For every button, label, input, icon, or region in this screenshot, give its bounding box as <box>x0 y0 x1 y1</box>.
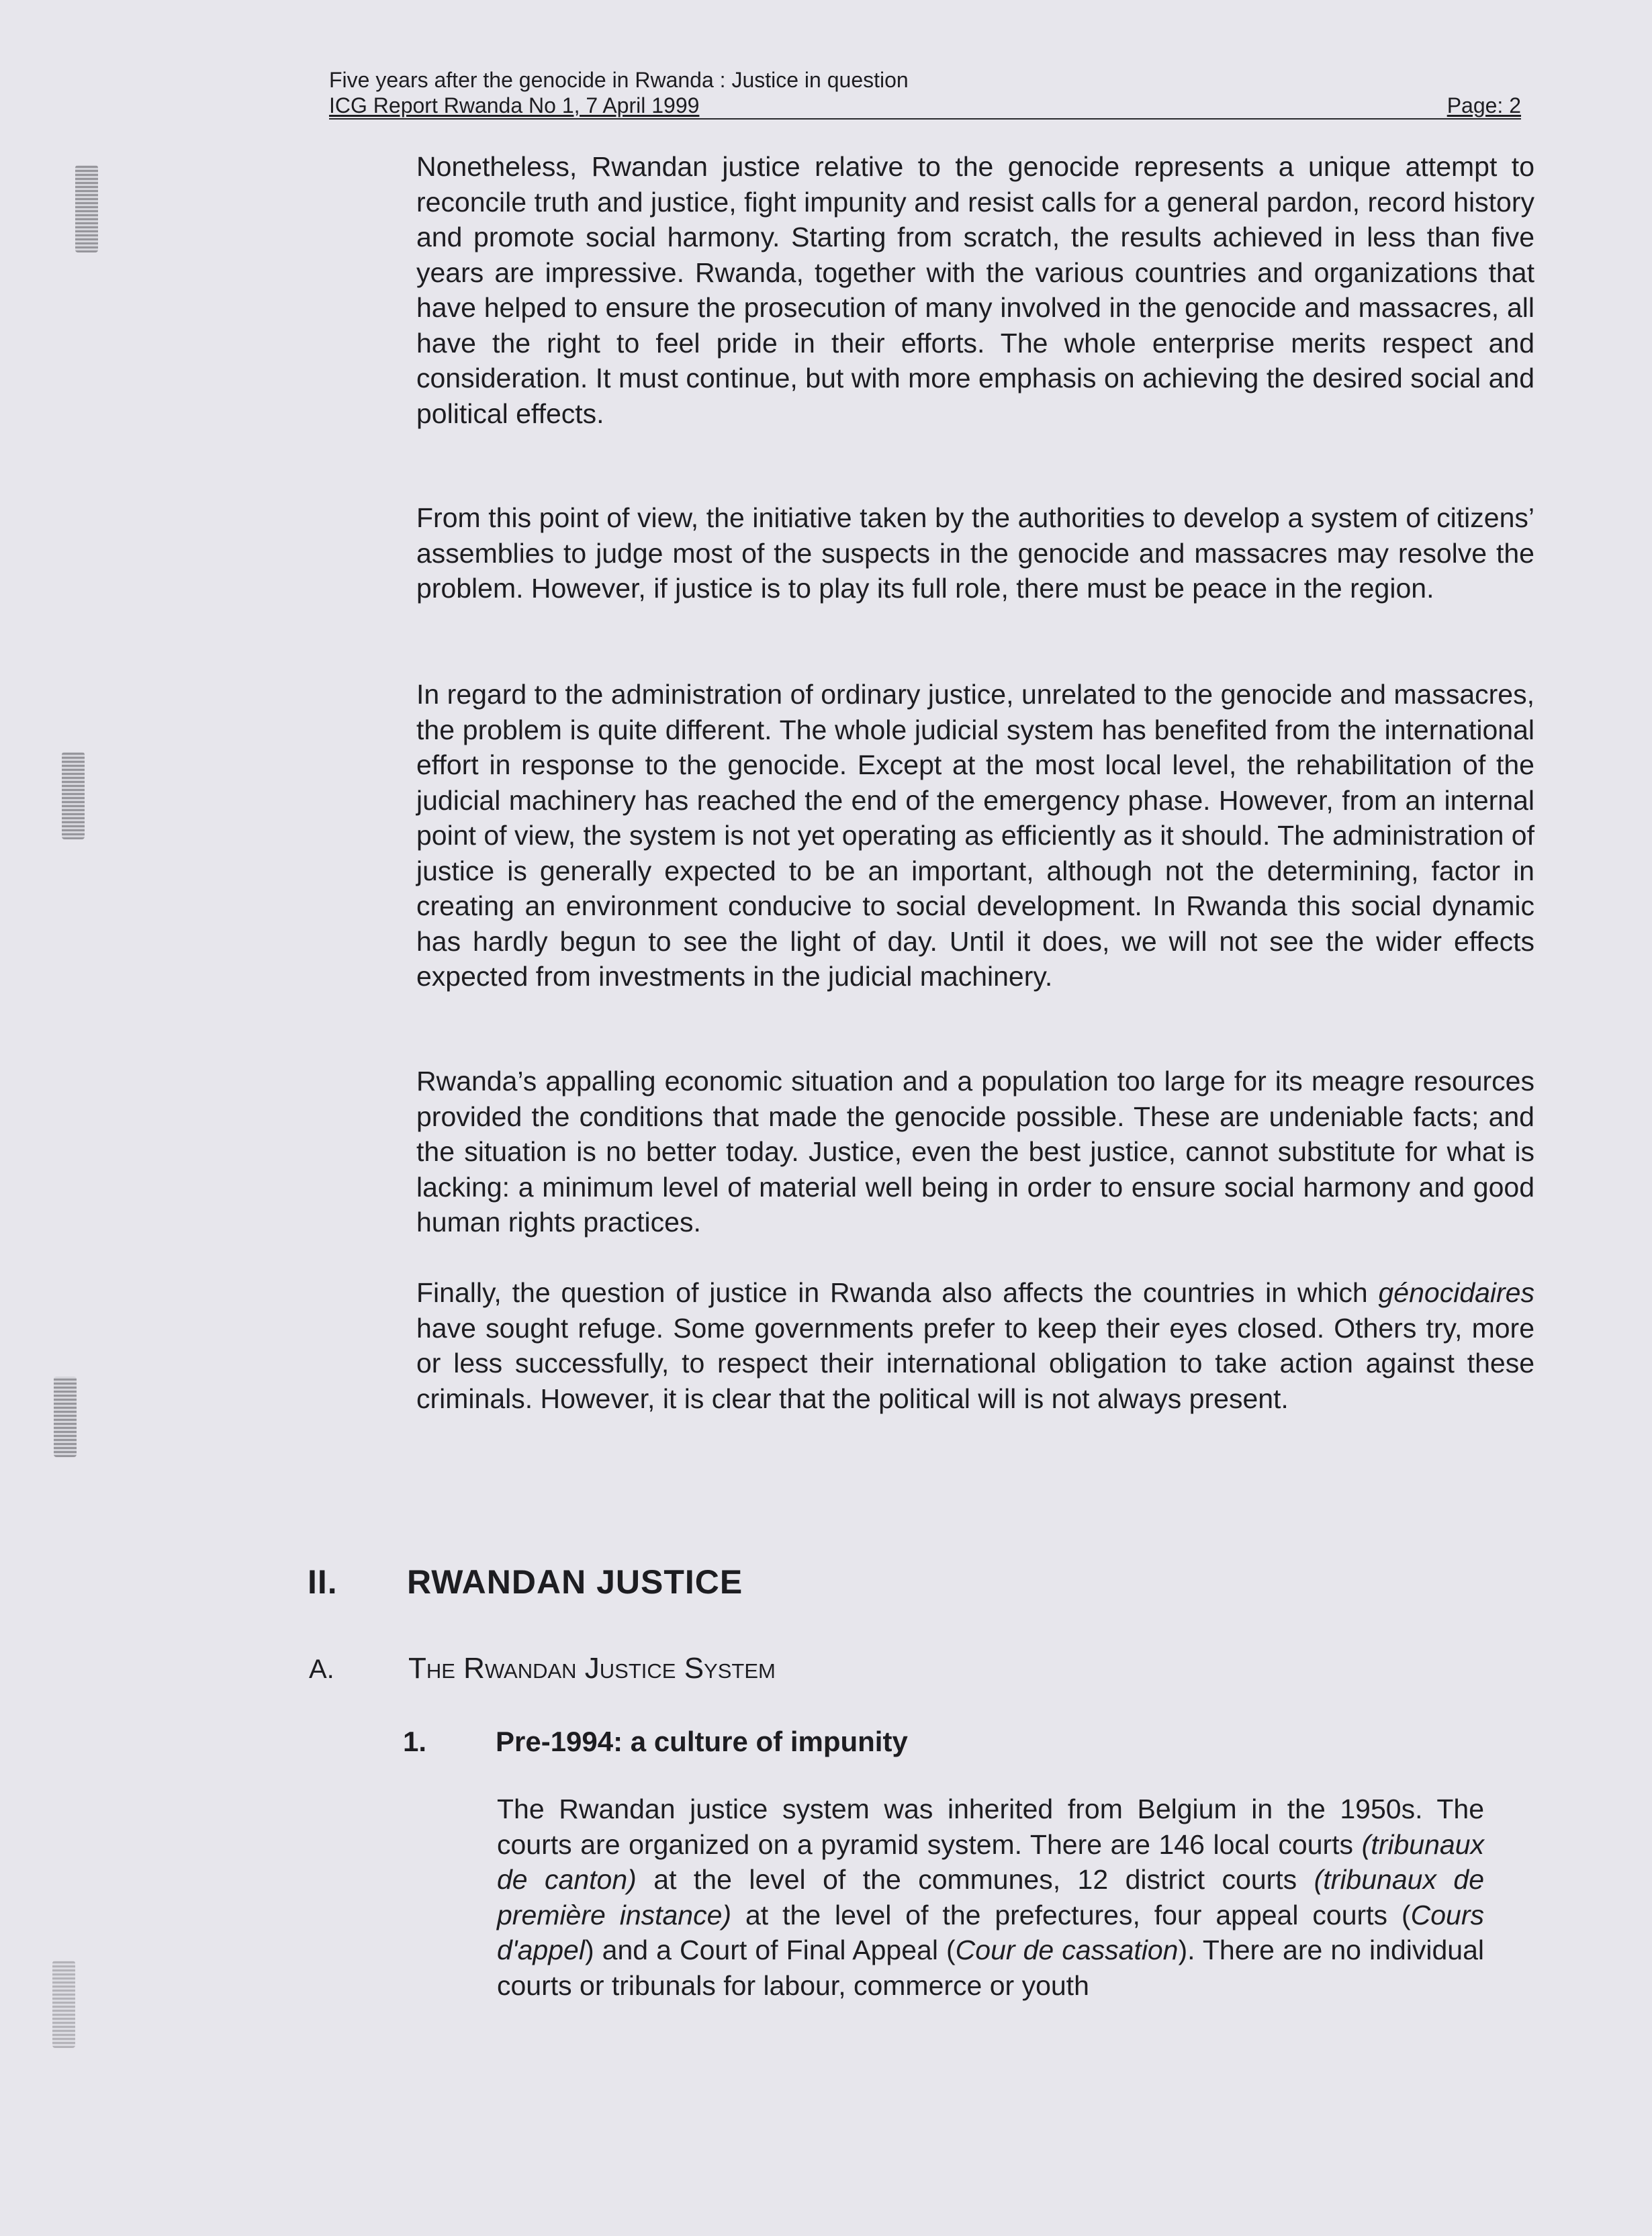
header-title: Five years after the genocide in Rwanda : Justice in question <box>329 68 909 92</box>
text-run: Finally, the question of justice in Rwanda also affects the countries in which <box>416 1277 1379 1308</box>
text-run: have sought refuge. Some governments prefer to keep their eyes closed. Others try, more or less successfully, to respect their international obligation to take action against these criminals. However, it is clear that the political will is not always present. <box>416 1312 1534 1414</box>
paragraph-text: Rwanda’s appalling economic situation and a population too large for its meagre resources provided the conditions that made the genocide possible. These are undeniable facts; and the situation is no better today. Justice, even the best justice, cannot substitute for what is lacking: a minimum level of material well being in order to ensure social harmony and good human rights practices. <box>416 1066 1534 1238</box>
scan-artifact <box>54 1377 77 1457</box>
paragraph <box>416 677 1534 994</box>
section-heading <box>308 1563 743 1601</box>
subsubsection-number: 1. <box>403 1726 427 1757</box>
page-number: Page: 2 <box>1447 93 1521 118</box>
paragraph-text: In regard to the administration of ordinary justice, unrelated to the genocide and massacres, the problem is quite different. The whole judicial system has benefited from the international effort in response to the genocide. Except at the most local level, the rehabilitation of the judicial machinery has reached the end of the emergency phase. However, from an internal point of view, the system is not yet operating as efficiently as it should. The administration of justice is generally expected to be an important, although not the determining, factor in creating an environment conducive to social development. In Rwanda this social dynamic has hardly begun to see the light of day. Until it does, we will not see the wider effects expected from investments in the judicial machinery. <box>416 679 1534 992</box>
paragraph-text: Nonetheless, Rwandan justice relative to the genocide represents a unique attempt to reconcile truth and justice, fight impunity and resist calls for a general pardon, record history and promote social harmony. Starting from scratch, the results achieved in less than five years are impressive. Rwanda, together with the various countries and organizations that have helped to ensure the prosecution of many involved in the genocide and massacres, all have the right to feel pride in their efforts. The whole enterprise merits respect and consideration. It must continue, but with more emphasis on achieving the desired social and political effects. <box>416 151 1534 429</box>
paragraph-text: From this point of view, the initiative taken by the authorities to develop a system of citizens’ assemblies to judge most of the suspects in the genocide and massacres may resolve the problem. However, if justice is to play its full role, there must be peace in the region. <box>416 502 1534 604</box>
header-report-line <box>329 93 1521 120</box>
italic-term: Cour de cassation <box>955 1935 1179 1965</box>
scan-artifact <box>62 752 85 839</box>
scan-artifact <box>75 165 98 252</box>
paragraph <box>416 500 1534 606</box>
subsubsection-title: Pre-1994: a culture of impunity <box>496 1726 908 1757</box>
subsection-letter: A. <box>309 1655 334 1684</box>
scan-artifact <box>52 1961 75 2048</box>
header-report: ICG Report Rwanda No 1, 7 April 1999 <box>329 93 700 118</box>
subsection-title: The Rwandan Justice System <box>408 1652 776 1685</box>
italic-term: (tribunaux de canton) <box>497 1828 1484 1895</box>
paragraph <box>416 1064 1534 1240</box>
italic-term: Cours d'appel <box>497 1899 1484 1965</box>
subsubsection-heading <box>403 1726 908 1758</box>
paragraph <box>416 1275 1534 1416</box>
subsection-heading <box>309 1652 776 1685</box>
paragraph <box>416 149 1534 431</box>
text-run: The Rwandan justice system was inherited from Belgium in the 1950s. The courts are organized on a pyramid system. There are 146 local courts <box>497 1794 1484 1860</box>
section-number: II. <box>308 1563 338 1601</box>
text-run: at the level of the communes, 12 district courts <box>636 1864 1314 1895</box>
text-run: ) and a Court of Final Appeal ( <box>584 1935 956 1965</box>
text-run: at the level of the prefectures, four appeal courts ( <box>731 1899 1411 1930</box>
section-title: RWANDAN JUSTICE <box>407 1563 743 1601</box>
paragraph-text <box>416 1275 1534 1416</box>
italic-term: génocidaires <box>1378 1277 1534 1308</box>
page-header <box>329 67 1521 120</box>
paragraph <box>497 1791 1484 2003</box>
text-run: ). There are no individual courts or tribunals for labour, commerce or youth <box>497 1935 1484 2001</box>
italic-term: (tribunaux de première instance) <box>497 1864 1484 1930</box>
